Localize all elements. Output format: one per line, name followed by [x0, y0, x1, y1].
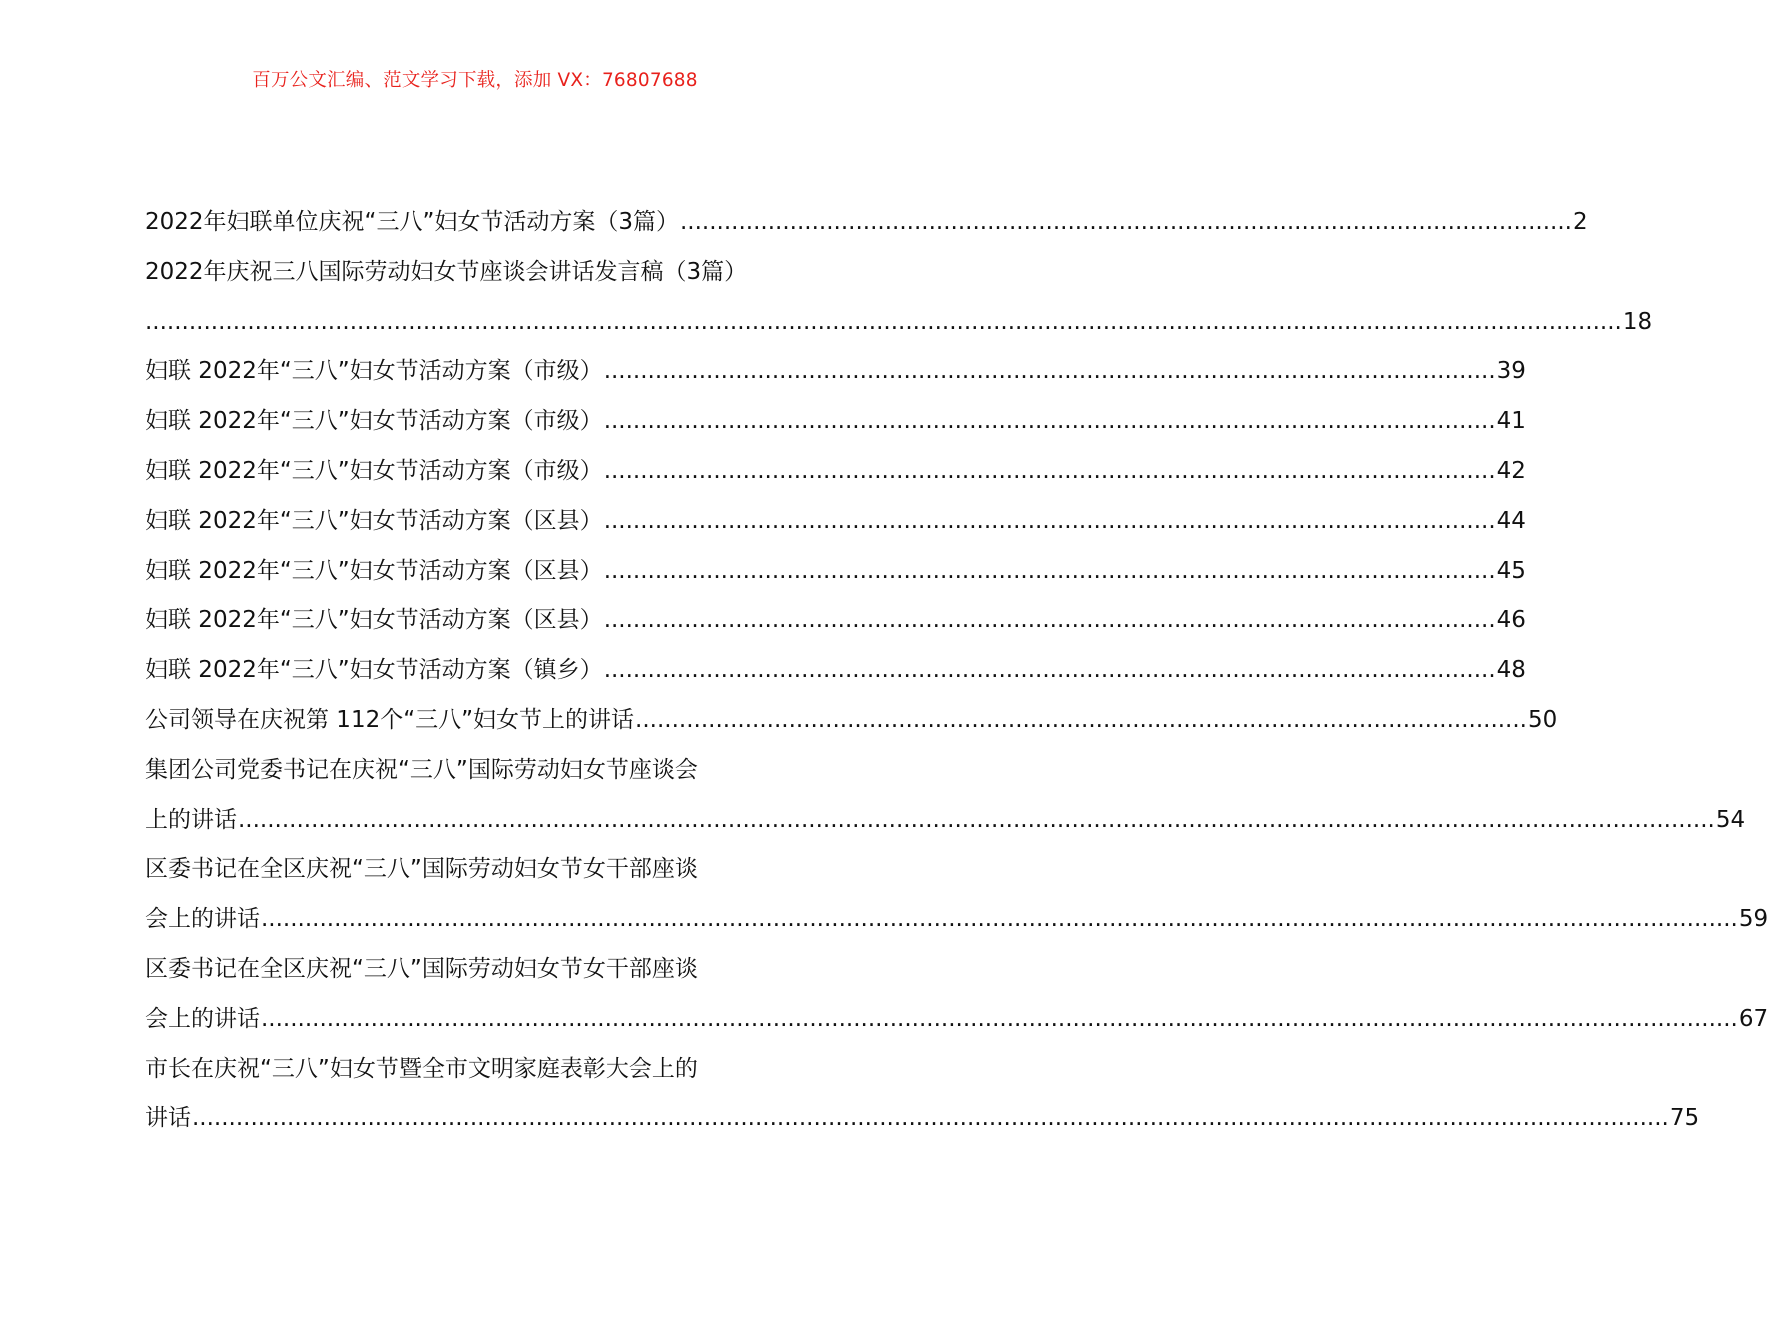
dot-leader: .......................................................................................................................... [603, 358, 1496, 385]
dot-leader: .......................................................................................................................... [603, 408, 1496, 435]
toc-entry-title: 妇联 2022年“三八”妇女节活动方案（区县） [145, 557, 603, 584]
dot-leader: .......................................................................................................................... [603, 507, 1496, 534]
toc-entry-page: 18 [1622, 308, 1653, 335]
toc-entry-title: 妇联 2022年“三八”妇女节活动方案（镇乡） [145, 657, 603, 684]
toc-entry-page: 46 [1496, 607, 1526, 634]
toc-entry-title: 市长在庆祝“三八”妇女节暨全市文明家庭表彰大会上的 [145, 1055, 698, 1082]
toc-entry[interactable] [145, 1045, 1700, 1145]
toc-entry-title-cont: 会上的讲话 [145, 906, 260, 933]
toc-entry[interactable] [145, 447, 1526, 497]
dot-leader: .......................................................................................................................... [603, 657, 1496, 684]
dot-leader: .......................................................................................................................................................................................................... [261, 906, 1738, 933]
toc-entry-page: 50 [1528, 706, 1558, 733]
toc-entry-page: 41 [1496, 408, 1526, 435]
toc-entry[interactable] [145, 945, 1768, 1045]
dot-leader: .......................................................................................................................................................................................................... [261, 1005, 1738, 1032]
toc-entry-title-cont: 讲话 [145, 1105, 191, 1132]
toc-entry-page: 39 [1496, 358, 1526, 385]
toc-entry-page: 75 [1669, 1105, 1700, 1132]
toc-entry-title: 2022年庆祝三八国际劳动妇女节座谈会讲话发言稿（3篇） [145, 258, 748, 285]
toc-entry-page: 67 [1738, 1005, 1768, 1032]
toc-entry-page: 2 [1572, 209, 1588, 235]
toc-entry-title: 区委书记在全区庆祝“三八”国际劳动妇女节女干部座谈 [145, 955, 698, 982]
header-banner: 百万公文汇编、范文学习下载，添加 VX：76807688 [252, 70, 698, 91]
toc-entry[interactable] [145, 497, 1526, 547]
dot-leader: .......................................................................................................................... [603, 457, 1496, 484]
toc-entry-title: 区委书记在全区庆祝“三八”国际劳动妇女节女干部座谈 [145, 856, 698, 883]
dot-leader: .......................................................................................................................... [603, 557, 1496, 584]
toc-entry-title-cont: 上的讲话 [145, 806, 237, 833]
toc-entry-page: 42 [1496, 457, 1526, 484]
toc-entry[interactable] [145, 596, 1526, 646]
toc-entry-title: 妇联 2022年“三八”妇女节活动方案（区县） [145, 607, 603, 634]
dot-leader: .......................................................................................................................... [635, 706, 1527, 733]
dot-leader: .......................................................................................................................................................................................................... [238, 806, 1715, 833]
toc-entry-title-cont: 会上的讲话 [145, 1005, 260, 1032]
toc-entry-title: 妇联 2022年“三八”妇女节活动方案（市级） [145, 408, 603, 435]
toc-entry-page: 48 [1496, 657, 1526, 684]
toc-entry-title: 妇联 2022年“三八”妇女节活动方案（市级） [145, 358, 603, 385]
dot-leader: .......................................................................................................................... [680, 209, 1572, 235]
toc-entry-title: 妇联 2022年“三八”妇女节活动方案（区县） [145, 507, 603, 534]
toc-entry-title: 集团公司党委书记在庆祝“三八”国际劳动妇女节座谈会 [145, 756, 698, 783]
toc-entry[interactable] [145, 547, 1526, 597]
toc-entry[interactable] [145, 347, 1526, 397]
toc-entry-page: 44 [1496, 507, 1526, 534]
toc-entry-title: 2022年妇联单位庆祝“三八”妇女节活动方案（3篇） [145, 209, 679, 235]
toc-entry-title: 公司领导在庆祝第 112个“三八”妇女节上的讲话 [145, 706, 635, 733]
toc-entry-page: 54 [1715, 806, 1746, 833]
toc-entry[interactable] [145, 646, 1526, 696]
toc-entry-page: 59 [1738, 906, 1768, 933]
dot-leader: .......................................................................................................................................................................................................... [145, 308, 1622, 335]
dot-leader: .......................................................................................................................... [603, 607, 1496, 634]
table-of-contents [145, 198, 1768, 1144]
toc-entry[interactable] [145, 696, 1558, 746]
toc-entry[interactable] [145, 746, 1746, 846]
toc-entry[interactable] [145, 845, 1768, 945]
toc-entry-title: 妇联 2022年“三八”妇女节活动方案（市级） [145, 457, 603, 484]
toc-entry-page: 45 [1496, 557, 1526, 584]
toc-entry[interactable] [145, 248, 1653, 348]
toc-entry[interactable] [145, 397, 1526, 447]
toc-entry[interactable] [145, 198, 1588, 248]
dot-leader: .......................................................................................................................................................................................................... [192, 1105, 1669, 1132]
